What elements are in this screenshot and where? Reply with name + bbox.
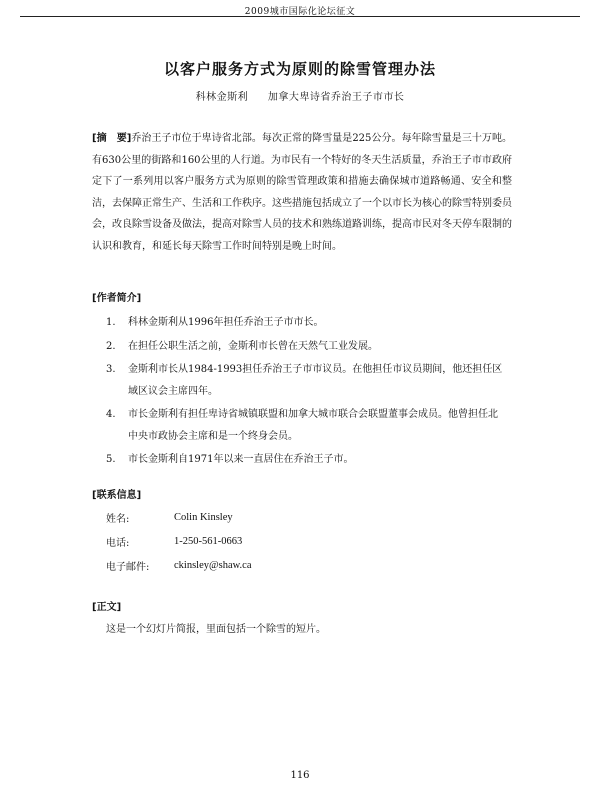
author-bio-list (106, 312, 506, 473)
byline (0, 88, 600, 103)
main-text-heading: [正文] (92, 602, 122, 613)
list-item (106, 449, 506, 471)
author-name: 科林金斯利 (195, 92, 249, 103)
list-item (106, 359, 506, 402)
contact-value: Colin Kinsley (174, 511, 233, 523)
list-item-text: 市长金斯利有担任卑诗省城镇联盟和加拿大城市联合会联盟董事会成员。他曾担任北中央市政协会主席和是一个终身会员。 (128, 409, 498, 442)
list-item (106, 312, 506, 334)
list-item-text: 金斯利市长从1984-1993担任乔治王子市市议员。在他担任市议员期间，他还担任区域区议会主席四年。 (128, 364, 503, 397)
list-item-number: 5. (106, 454, 116, 465)
running-header: 2009城市国际化论坛征文 (244, 7, 356, 17)
contact-label: 电话: (106, 537, 130, 549)
contact-row-name (106, 505, 252, 529)
author-affiliation: 加拿大卑诗省乔治王子市市长 (267, 92, 405, 103)
paper-title: 以客户服务方式为原则的除雪管理办法 (163, 60, 436, 78)
contact-row-email (106, 553, 252, 577)
contact-heading: [联系信息] (92, 490, 142, 501)
contact-row-phone (106, 529, 252, 553)
header-rule (20, 16, 580, 17)
contact-label: 姓名: (106, 513, 130, 525)
list-item-number: 1. (106, 317, 116, 328)
contact-label: 电子邮件: (106, 561, 150, 573)
list-item-text: 科林金斯利从1996年担任乔治王子市市长。 (128, 317, 324, 328)
contact-email-link[interactable]: ckinsley@shaw.ca (174, 559, 252, 571)
list-item (106, 404, 506, 447)
list-item-number: 3. (106, 364, 116, 375)
author-bio-heading: [作者简介] (92, 293, 142, 304)
page-number: 116 (290, 770, 310, 781)
main-text-body: 这是一个幻灯片简报，里面包括一个除雪的短片。 (106, 624, 326, 635)
list-item (106, 336, 506, 358)
list-item-text: 市长金斯利自1971年以来一直居住在乔治王子市。 (128, 454, 354, 465)
contact-value: 1-250-561-0663 (174, 535, 243, 547)
list-item-number: 4. (106, 409, 116, 420)
contact-info (106, 505, 252, 577)
abstract (92, 128, 512, 257)
list-item-text: 在担任公职生活之前，金斯利市长曾在天然气工业发展。 (128, 340, 378, 352)
abstract-label: [摘 要] (92, 133, 132, 144)
abstract-text: 乔治王子市位于卑诗省北部。每次正常的降雪量是225公分。每年除雪量是三十万吨。有630公里的街路和160公里的人行道。为市民有一个特好的冬天生活质量，乔治王子市市政府定下了一系列用以客户服务方式为原则的除雪管理政策和措施去确保城市道路畅通、安全和整洁，去保障正常生产、生活和工作秩序。这些措施包括成立了一个以市长为核心的除雪特别委员会，改良除雪设备及做法，提高对除雪人员的技术和熟练道路训练，提高市民对冬天停车限制的认识和教育，和延长每天除雪工作时间特别是晚上时间。 (92, 133, 513, 252)
list-item-number: 2. (106, 340, 116, 352)
